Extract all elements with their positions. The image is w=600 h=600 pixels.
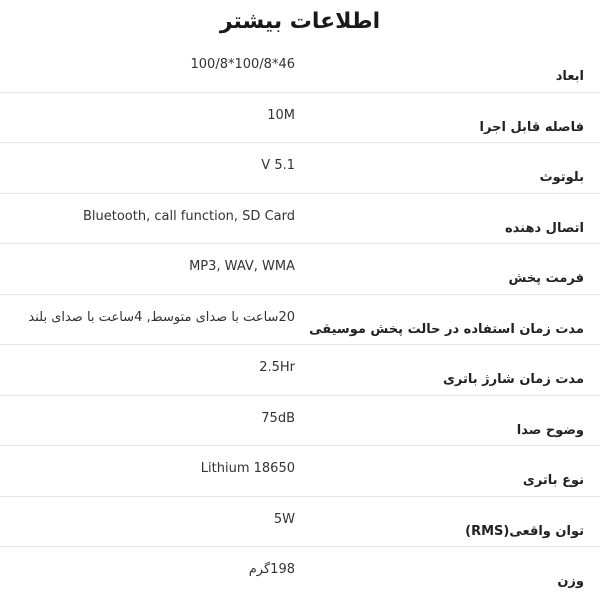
spec-label: مدت زمان شارژ باتری: [443, 372, 584, 387]
spec-row-playtime: [0, 295, 600, 346]
spec-row-dimensions: [0, 42, 600, 93]
spec-value: 5W: [273, 511, 295, 527]
spec-row-connectivity: [0, 194, 600, 245]
spec-label: فاصله قابل اجرا: [479, 119, 584, 135]
spec-row-charge-time: [0, 345, 600, 396]
spec-value: 20ساعت با صدای متوسط, 4ساعت با صدای بلند: [28, 309, 295, 325]
spec-value: MP3, WAV, WMA: [189, 259, 295, 274]
spec-row-bluetooth: [0, 143, 600, 194]
spec-value: 10M: [267, 107, 295, 123]
spec-row-sound-clarity: [0, 396, 600, 447]
spec-value: Bluetooth, call function, SD Card: [82, 208, 295, 224]
spec-value: 75dB: [261, 410, 295, 426]
spec-label: ابعاد: [555, 69, 584, 84]
page-title: اطلاعات بیشتر: [219, 9, 381, 34]
spec-row-rms-power: [0, 497, 600, 548]
spec-value: V 5.1: [261, 158, 295, 173]
spec-row-weight: [0, 547, 600, 598]
spec-list: [0, 42, 600, 598]
spec-label: توان واقعی(RMS): [465, 523, 584, 539]
spec-label: بلوتوث: [539, 170, 584, 185]
spec-row-battery-type: [0, 446, 600, 497]
spec-label: اتصال دهنده: [504, 220, 584, 236]
spec-value: 198گرم: [248, 562, 295, 577]
spec-label: وضوح صدا: [516, 422, 584, 438]
spec-label: مدت زمان استفاده در حالت پخش موسیقی: [309, 321, 584, 337]
spec-row-range: [0, 93, 600, 144]
spec-value: Lithium 18650: [200, 461, 295, 476]
spec-row-playback-format: [0, 244, 600, 295]
spec-label: وزن: [557, 574, 584, 589]
spec-value: 100/8*100/8*46: [190, 57, 295, 72]
spec-label: فرمت پخش: [508, 271, 584, 286]
spec-label: نوع باتری: [522, 473, 584, 488]
spec-value: 2.5Hr: [259, 360, 295, 375]
